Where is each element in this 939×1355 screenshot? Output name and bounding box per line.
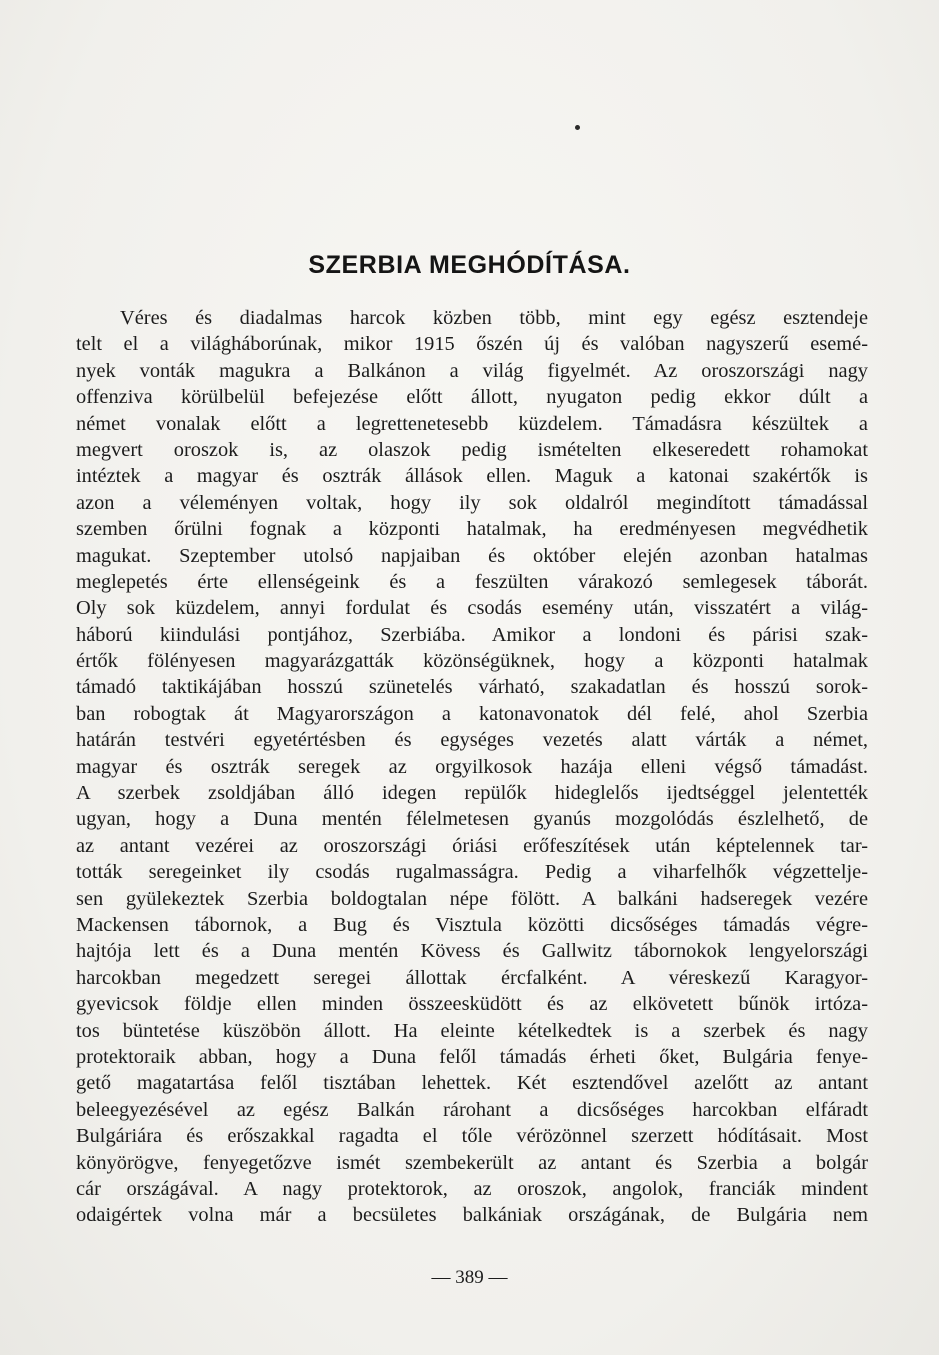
body-text [76,305,868,1229]
text-line: német vonalak előtt a legrettenetesebb küzdelem. Támadásra készültek a [76,412,868,435]
text-line: megvert oroszok is, az olaszok pedig ismételten elkeseredett rohamokat [76,438,868,461]
text-line: magukat. Szeptember utolsó napjaiban és október elején azonban hatalmas [76,544,868,567]
text-line: Véres és diadalmas harcok közben több, mint egy egész esztendeje [120,307,868,329]
text-line: gető magatartása felől tisztában lehettek. Két esztendővel azelőtt az antant [76,1072,868,1095]
text-line: tották seregeinket ily csodás rugalmasságra. Pedig a viharfelhők végzettelje- [76,861,868,884]
text-line: Bulgáriára és erőszakkal ragadta el tőle vérözönnel szerzett hódításait. Most [76,1125,868,1148]
text-line: könyörögve, fenyegetőzve ismét szembekerült az antant és Szerbia a bolgár [76,1151,868,1174]
text-line: szemben őrülni fognak a központi hatalmak, ha eredményesen megvédhetik [76,518,868,541]
text-line: protektoraik abban, hogy a Duna felől támadás érheti őket, Bulgária fenye- [76,1045,868,1068]
text-line: Oly sok küzdelem, annyi fordulat és csodás esemény után, visszatért a világ- [76,597,868,620]
text-line: nyek vonták magukra a Balkánon a világ figyelmét. Az oroszországi nagy [76,359,868,382]
text-line: gyevicsok földje ellen minden összeesküdött és az elkövetett bűnök irtóza- [76,993,868,1016]
text-line: ban robogtak át Magyarországon a katonavonatok dél felé, ahol Szerbia [76,702,868,725]
text-line: beleegyezésével az egész Balkán rárohant a dicsőséges harcokban elfáradt [76,1098,868,1121]
text-line: azon a véleményen voltak, hogy ily sok oldalról megindított támadással [76,491,868,514]
text-line: ugyan, hogy a Duna mentén félelmetesen gyanús mozgolódás észlelhető, de [76,808,868,831]
text-line: meglepetés érte ellenségeink és a feszülten várakozó semlegesek táborát. [76,570,868,593]
text-line: hajtója lett és a Duna mentén Kövess és Gallwitz tábornokok lengyelországi [76,940,868,963]
text-line: Mackensen tábornok, a Bug és Visztula közötti dicsőséges támadás végre- [76,913,868,936]
chapter-title: SZERBIA MEGHÓDÍTÁSA. [308,251,631,279]
text-line: tos büntetése küszöbön állott. Ha eleinte kételkedtek is a szerbek és nagy [76,1019,868,1042]
text-line: magyar és osztrák seregek az orgyilkosok hazája elleni végső támadást. [76,755,868,778]
text-line: cár országával. A nagy protektorok, az oroszok, angolok, franciák mindent [76,1177,868,1200]
text-line: az antant vezérei az oroszországi óriási erőfeszítések után képtelennek tar- [76,834,868,857]
text-line: határán testvéri egyetértésben és egységes vezetés alatt várták a német, [76,729,868,752]
text-line: támadó taktikájában hosszú szünetelés várható, szakadatlan és hosszú sorok- [76,676,868,699]
text-line: telt el a világháborúnak, mikor 1915 őszén új és valóban nagyszerű esemé- [76,333,868,356]
text-line: sen gyülekeztek Szerbia boldogtalan népe fölött. A balkáni hadseregek vezére [76,887,868,910]
text-line: értők fölényesen magyarázgatták közönségüknek, hogy a központi hatalmak [76,650,868,673]
text-line: A szerbek zsoldjában álló idegen repülők hideglelős ijedtséggel jelentették [76,782,868,805]
text-line: háború kiindulási pontjához, Szerbiába. Amikor a londoni és párisi szak- [76,623,868,646]
ink-speck [575,125,580,130]
text-line: offenziva körülbelül befejezése előtt állott, nyugaton pedig ekkor dúlt a [76,386,868,409]
text-line: intéztek a magyar és osztrák állások ellen. Maguk a katonai szakértők is [76,465,868,488]
page-number: — 389 — [431,1267,508,1288]
text-line: odaigértek volna már a becsületes balkániak országának, de Bulgária nem [76,1204,868,1227]
text-line: harcokban megedzett seregei állottak ércfalként. A véreskezű Karagyor- [76,966,868,989]
